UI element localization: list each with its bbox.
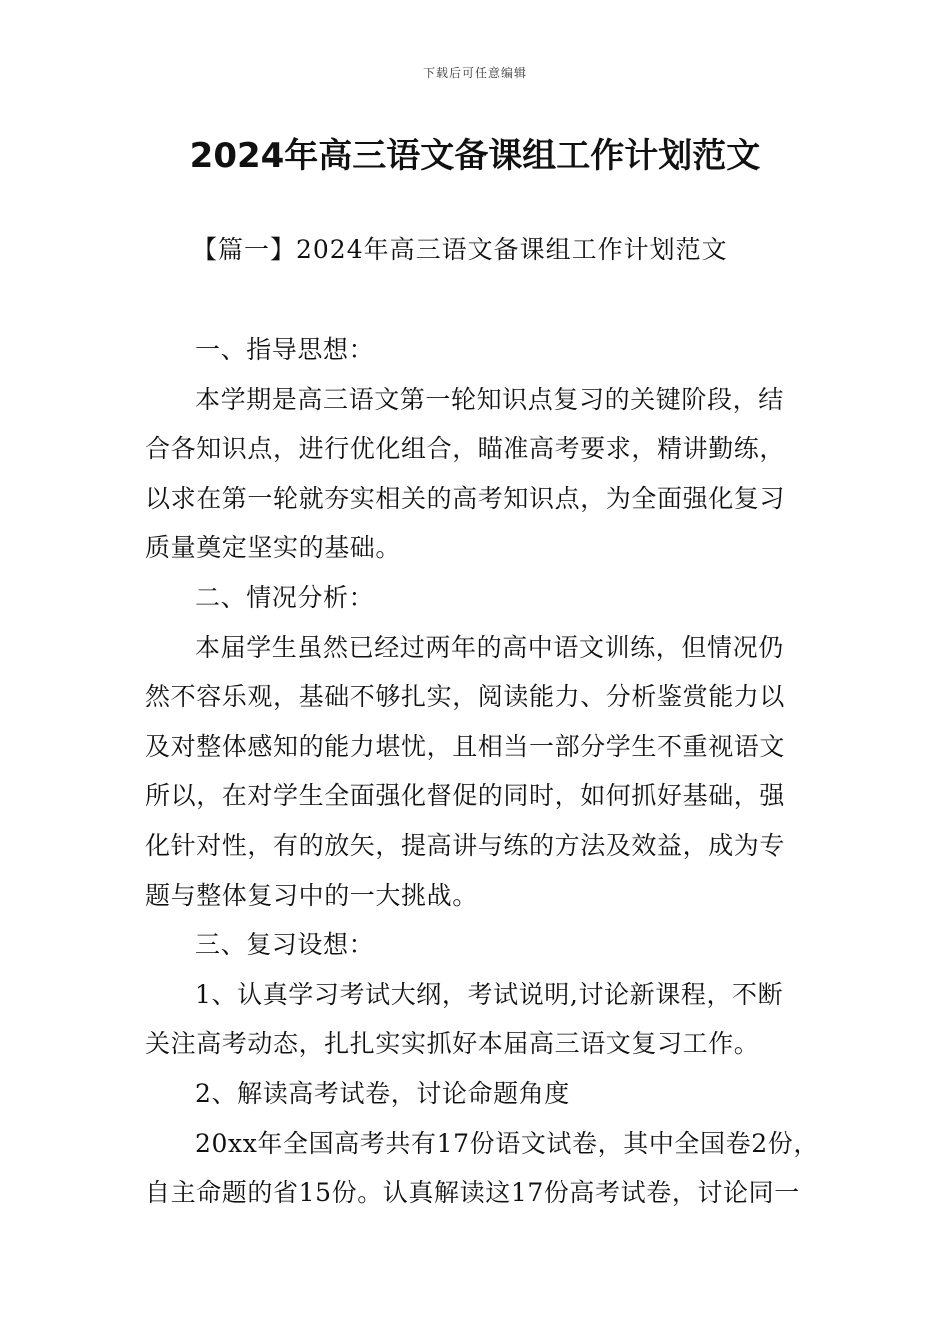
document-title: 2024年高三语文备课组工作计划范文 — [189, 136, 761, 176]
heading-situation-analysis: 二、情况分析： — [195, 582, 375, 612]
document-body — [145, 325, 825, 1218]
paragraph-line: 然不容乐观，基础不够扎实，阅读能力、分析鉴赏能力以 — [145, 682, 786, 712]
header-note: 下载后可任意编辑 — [422, 66, 527, 80]
paragraph-line: 化针对性，有的放矢，提高讲与练的方法及效益，成为专 — [145, 830, 786, 860]
paragraph-line: 合各知识点，进行优化组合，瞄准高考要求，精讲勤练， — [145, 434, 786, 464]
paragraph-line: 本届学生虽然已经过两年的高中语文训练，但情况仍 — [195, 632, 784, 662]
paragraph-line: 本学期是高三语文第一轮知识点复习的关键阶段，结 — [195, 384, 784, 414]
paragraph-line: 20xx年全国高考共有17份语文试卷，其中全国卷2份， — [195, 1128, 819, 1158]
paragraph-line: 所以，在对学生全面强化督促的同时，如何抓好基础，强 — [145, 781, 786, 811]
paragraph-line: 2、解读高考试卷，讨论命题角度 — [195, 1078, 570, 1108]
paragraph-line: 1、认真学习考试大纲，考试说明,讨论新课程，不断 — [195, 979, 784, 1009]
paragraph-line: 自主命题的省15份。认真解读这17份高考试卷，讨论同一 — [145, 1178, 800, 1208]
paragraph-line: 及对整体感知的能力堪忧，且相当一部分学生不重视语文 — [145, 731, 786, 761]
paragraph-line: 以求在第一轮就夯实相关的高考知识点，为全面强化复习 — [145, 483, 786, 513]
section-subtitle: 【篇一】2024年高三语文备课组工作计划范文 — [192, 235, 728, 264]
heading-guiding-thought: 一、指导思想： — [195, 335, 375, 364]
heading-review-plan: 三、复习设想： — [195, 930, 375, 960]
paragraph-line: 关注高考动态，扎扎实实抓好本届高三语文复习工作。 — [145, 1029, 760, 1059]
paragraph-line: 质量奠定坚实的基础。 — [145, 533, 402, 563]
paragraph-line: 题与整体复习中的一大挑战。 — [145, 880, 478, 910]
